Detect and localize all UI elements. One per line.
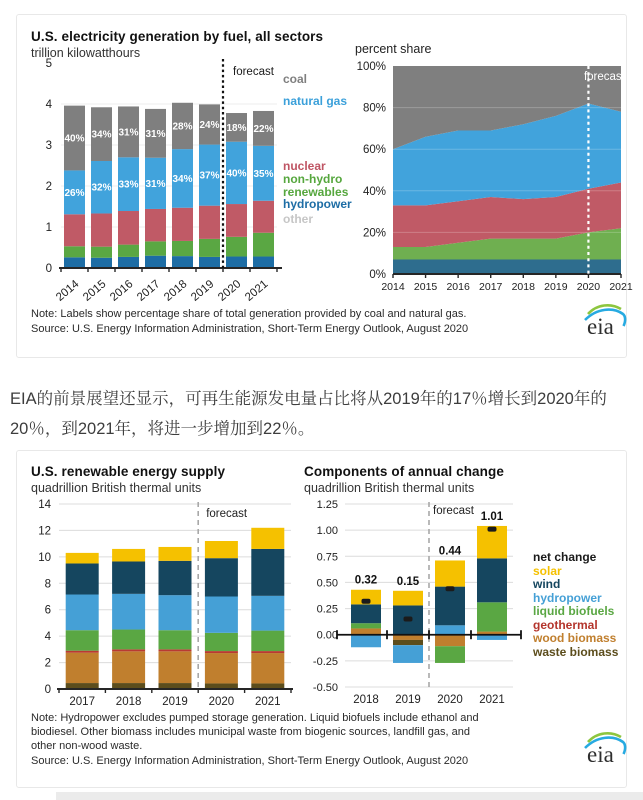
legend-item-non-hydro-renewables: non-hydro renewables — [283, 172, 349, 199]
x-tick-label: 2018 — [115, 696, 142, 708]
y-tick-label: 0 — [44, 684, 51, 696]
bar-segment-solar — [159, 547, 192, 561]
legend-item-wood-biomass: wood biomass — [533, 631, 617, 645]
y-tick-label: -0.50 — [312, 682, 338, 694]
source-text: Source: U.S. Energy Information Administration, Short-Term Energy Outlook, August 2020 — [31, 323, 469, 335]
x-tick-label: 2021 — [479, 694, 505, 706]
forecast-label: forecast — [233, 66, 274, 78]
note-text-2 — [31, 711, 479, 753]
legend-item-hydropower: hydropower — [533, 590, 602, 605]
x-tick-label: 2021 — [243, 278, 271, 304]
y-tick-label: 4 — [44, 631, 51, 644]
chart-units-annual-change: quadrillion British thermal units — [304, 481, 475, 495]
net-change-label: 0.15 — [396, 575, 420, 588]
coal-share-label: 31% — [145, 128, 166, 140]
y-tick-label: 0% — [369, 269, 386, 281]
gas-share-label: 33% — [118, 179, 139, 191]
x-tick-label: 2015 — [413, 281, 438, 293]
coal-share-label: 18% — [226, 122, 247, 134]
x-tick-label: 2018 — [353, 694, 379, 706]
y-tick-label: 1 — [45, 222, 52, 234]
bar-segment-wind — [112, 561, 145, 593]
y-tick-label: 40% — [362, 185, 386, 198]
bar-segment-wind — [159, 561, 192, 595]
bar-segment-nuclear — [172, 208, 193, 241]
forecast-label: forecast — [433, 505, 474, 517]
y-tick-label: 0.00 — [316, 629, 338, 642]
pos-segment-liquid-biofuels — [477, 602, 507, 631]
bar-segment-hydropower — [112, 594, 145, 630]
gas-share-label: 31% — [145, 178, 166, 190]
x-tick-label: 2014 — [381, 281, 405, 293]
eia-logo-text: eia — [587, 742, 614, 767]
chinese-commentary — [10, 384, 640, 444]
pos-segment-wind — [435, 587, 465, 626]
bar-segment-wind — [205, 558, 238, 596]
annual-change-legend — [533, 551, 633, 659]
bar-segment-liquid-biofuels — [205, 633, 238, 651]
neg-segment-hydropower — [393, 645, 423, 663]
y-tick-label: 0.25 — [316, 603, 338, 616]
x-tick-label: 2017 — [69, 696, 95, 708]
area-hydropower — [393, 259, 621, 274]
panel-renewable-energy — [16, 450, 627, 788]
net-change-label: 0.44 — [438, 545, 462, 558]
generation-stacked-bar-chart — [33, 55, 295, 305]
coal-share-label: 22% — [253, 123, 274, 135]
y-tick-label: 20% — [362, 227, 386, 240]
annual-change-svg — [301, 495, 541, 727]
coal-share-label: 31% — [118, 127, 139, 139]
legend-item-coal: coal — [283, 72, 308, 86]
gas-share-label: 37% — [199, 170, 220, 182]
net-change-label: 1.01 — [480, 510, 504, 523]
bar-segment-hydropower — [159, 595, 192, 630]
bar-segment-non-hydro-renewables — [118, 245, 139, 257]
x-tick-label: 2019 — [162, 696, 188, 708]
net-change-label: 0.32 — [354, 574, 378, 587]
x-tick-label: 2021 — [255, 696, 281, 708]
x-tick-label: 2020 — [437, 694, 463, 706]
net-change-marker — [446, 586, 455, 591]
bar-segment-wind — [66, 563, 99, 594]
bar-segment-non-hydro-renewables — [172, 241, 193, 256]
y-tick-label: 14 — [38, 499, 51, 511]
coal-share-label: 40% — [64, 133, 85, 145]
note-line-3: other non-wood waste. — [31, 740, 143, 752]
net-change-marker — [362, 599, 371, 604]
y-tick-label: 10 — [38, 551, 51, 564]
bar-segment-hydropower — [226, 257, 247, 268]
gas-share-label: 32% — [91, 182, 112, 194]
y-tick-label: 100% — [356, 61, 386, 73]
pos-segment-solar — [393, 591, 423, 606]
percent-share-area-chart — [353, 57, 633, 313]
y-tick-label: 2 — [45, 181, 52, 193]
bar-segment-liquid-biofuels — [159, 630, 192, 649]
gas-share-label: 26% — [64, 187, 85, 199]
bar-segment-wind — [251, 549, 284, 596]
pos-segment-wind — [351, 604, 381, 623]
legend-item-hydropower: hydropower — [283, 197, 352, 211]
bar-segment-hydropower — [205, 597, 238, 633]
percent-share-svg — [353, 57, 633, 313]
chart-title-generation: U.S. electricity generation by fuel, all sectors — [31, 29, 324, 44]
eia-logo-2 — [580, 729, 628, 767]
bar-segment-solar — [112, 549, 145, 562]
legend-item-other: other — [283, 212, 313, 226]
neg-segment-hydropower — [351, 635, 381, 648]
forecast-label: forecast — [583, 71, 625, 83]
bar-segment-non-hydro-renewables — [199, 239, 220, 257]
y-tick-label: 8 — [44, 578, 51, 591]
y-tick-label: 2 — [44, 657, 51, 670]
x-tick-label: 2015 — [81, 278, 109, 304]
chinese-commentary-line1: EIA的前景展望还显示，可再生能源发电量占比将从2019年的17％增长到2020年的 — [10, 390, 607, 408]
x-tick-label: 2016 — [446, 281, 470, 293]
bar-segment-non-hydro-renewables — [253, 233, 274, 257]
pos-segment-solar — [435, 560, 465, 586]
gas-share-label: 35% — [253, 168, 274, 180]
x-tick-label: 2020 — [208, 696, 235, 708]
bar-segment-hydropower — [172, 256, 193, 268]
pos-segment-wind — [477, 558, 507, 602]
gas-share-label: 40% — [226, 168, 247, 180]
y-tick-label: 80% — [362, 102, 386, 115]
coal-share-label: 34% — [91, 129, 112, 141]
x-tick-label: 2019 — [544, 281, 568, 293]
bar-segment-nuclear — [64, 214, 85, 246]
bar-segment-liquid-biofuels — [112, 630, 145, 650]
annual-change-diverging-bar-chart — [301, 495, 541, 727]
y-tick-label: 6 — [44, 604, 51, 617]
bar-segment-solar — [205, 541, 238, 558]
coal-share-label: 24% — [199, 120, 220, 131]
chinese-commentary-line2: 20％，到2021年，将进一步增加到22％。 — [10, 420, 315, 438]
panel-electricity-generation — [16, 14, 633, 358]
eia-logo — [580, 301, 628, 339]
y-tick-label: 1.00 — [316, 525, 338, 538]
x-tick-label: 2017 — [135, 278, 163, 304]
y-tick-label: 4 — [45, 99, 52, 111]
pos-segment-hydropower — [435, 625, 465, 634]
bar-segment-non-hydro-renewables — [64, 246, 85, 257]
x-tick-label: 2019 — [189, 278, 217, 304]
bar-segment-solar — [66, 553, 99, 564]
forecast-label: forecast — [206, 508, 248, 520]
x-tick-label: 2021 — [609, 281, 633, 293]
bar-segment-hydropower — [118, 257, 139, 268]
bar-segment-geothermal — [251, 651, 284, 653]
bar-segment-wood-biomass — [112, 651, 145, 683]
x-tick-label: 2017 — [479, 281, 503, 293]
legend-item-geothermal: geothermal — [533, 617, 598, 632]
bar-segment-nuclear — [226, 204, 247, 237]
y-tick-label: 3 — [45, 140, 52, 152]
legend-item-solar: solar — [533, 563, 562, 578]
chart-units-generation: trillion kilowatthours — [31, 46, 141, 60]
bar-segment-nuclear — [253, 201, 274, 233]
bar-segment-liquid-biofuels — [251, 631, 284, 651]
y-tick-label: 0.50 — [316, 577, 338, 590]
bar-segment-geothermal — [112, 649, 145, 651]
legend-item-wind: wind — [533, 577, 561, 591]
bar-segment-hydropower — [251, 596, 284, 631]
bar-segment-hydropower — [145, 256, 166, 268]
bar-segment-hydropower — [64, 257, 85, 268]
pos-segment-liquid-biofuels — [351, 623, 381, 628]
bar-segment-hydropower — [199, 257, 220, 268]
legend-item-net-change: net change — [533, 550, 597, 564]
pos-segment-wood-biomass — [351, 628, 381, 634]
bar-segment-geothermal — [205, 651, 238, 653]
x-tick-label: 2018 — [162, 278, 190, 304]
net-change-marker — [404, 617, 413, 622]
neg-segment-waste-biomass — [393, 640, 423, 645]
bar-segment-non-hydro-renewables — [91, 247, 112, 258]
bar-segment-wood-biomass — [205, 653, 238, 683]
net-change-marker — [488, 527, 497, 532]
bar-segment-hydropower — [66, 595, 99, 631]
x-tick-label: 2020 — [216, 278, 244, 304]
gas-share-label: 34% — [172, 173, 193, 185]
legend-item-liquid-biofuels: liquid biofuels — [533, 604, 615, 618]
x-tick-label: 2016 — [108, 278, 136, 304]
chart-title-renewable-supply: U.S. renewable energy supply — [31, 464, 226, 479]
chart-units-renewable-supply: quadrillion British thermal units — [31, 481, 202, 495]
x-tick-label: 2014 — [54, 278, 82, 304]
coal-share-label: 28% — [172, 121, 193, 133]
note-line-2: biodiesel. Other biomass includes municipal waste from biogenic sources, landfill gas, and — [31, 726, 471, 738]
legend-item-nuclear: nuclear — [283, 159, 326, 173]
bottom-strip — [56, 792, 643, 800]
chart-title-percent-share: percent share — [355, 42, 432, 56]
renewable-supply-stacked-bar-chart — [25, 495, 305, 727]
y-tick-label: 1.25 — [316, 499, 338, 511]
neg-segment-liquid-biofuels — [435, 646, 465, 663]
bar-segment-wood-biomass — [159, 651, 192, 683]
legend-item-waste-biomass: waste biomass — [533, 644, 619, 659]
note-text: Note: Labels show percentage share of total generation provided by coal and natural gas. — [31, 308, 467, 320]
bar-segment-nuclear — [118, 211, 139, 245]
x-tick-label: 2018 — [511, 281, 535, 293]
y-tick-label: 5 — [45, 58, 52, 70]
y-tick-label: 60% — [362, 144, 386, 157]
bar-segment-geothermal — [159, 649, 192, 651]
renewable-supply-svg — [25, 495, 305, 727]
note-line-1: Note: Hydropower excludes pumped storage generation. Liquid biofuels include ethanol and — [31, 712, 479, 724]
bar-segment-wood-biomass — [66, 653, 99, 683]
neg-segment-wood-biomass — [435, 635, 465, 647]
bar-segment-geothermal — [66, 651, 99, 653]
y-tick-label: 0.75 — [316, 551, 338, 564]
bar-segment-liquid-biofuels — [66, 630, 99, 650]
bar-segment-solar — [251, 528, 284, 549]
source-text-2: Source: U.S. Energy Information Administration, Short-Term Energy Outlook, August 2020 — [31, 755, 469, 767]
y-tick-label: 0 — [45, 263, 52, 275]
eia-logo-text: eia — [587, 314, 614, 339]
bar-segment-wood-biomass — [251, 653, 284, 683]
bar-segment-non-hydro-renewables — [145, 241, 166, 255]
x-tick-label: 2020 — [576, 281, 601, 293]
legend-item-natural-gas: natural gas — [283, 94, 348, 108]
y-tick-label: -0.25 — [312, 655, 338, 668]
x-tick-label: 2019 — [395, 694, 421, 706]
bar-segment-hydropower — [253, 257, 274, 268]
bar-segment-nuclear — [145, 209, 166, 241]
generation-chart-svg — [33, 55, 295, 305]
bar-segment-non-hydro-renewables — [226, 237, 247, 257]
y-tick-label: 12 — [38, 525, 51, 538]
bar-segment-hydropower — [91, 258, 112, 268]
bar-segment-nuclear — [91, 213, 112, 246]
bar-segment-nuclear — [199, 206, 220, 239]
chart-title-annual-change: Components of annual change — [304, 464, 504, 479]
